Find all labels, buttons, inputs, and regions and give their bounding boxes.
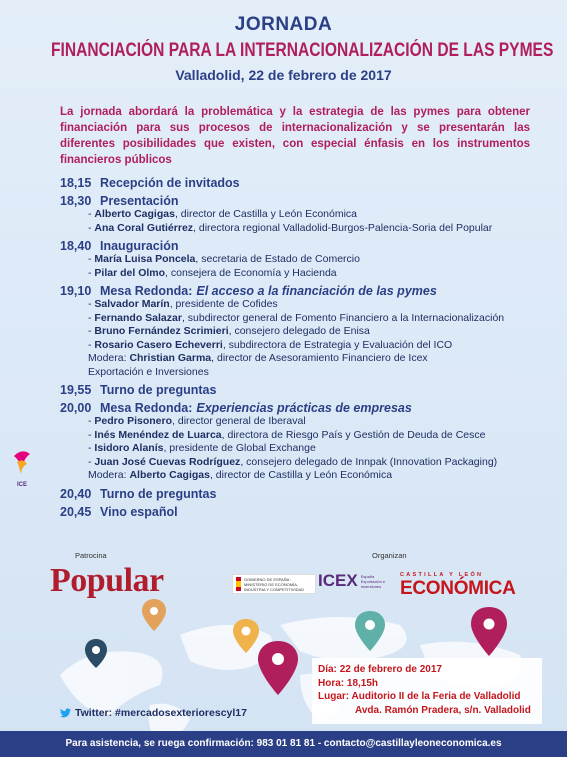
agenda-title: Mesa Redonda: [100, 284, 193, 298]
agenda-block [60, 239, 550, 280]
speaker-item: - Ana Coral Gutiérrez, directora regional Valladolid-Burgos-Palencia-Soria del Popular [88, 221, 493, 234]
speaker-item: - Rosario Casero Echeverri, subdirectora de Estrategia y Evaluación del ICO [88, 338, 453, 351]
icex-mark: ICEX [318, 571, 358, 590]
agenda-block [60, 401, 550, 483]
speaker-item: - Fernando Salazar, subdirector general de Fomento Financiero a la Internacionalización [88, 311, 505, 324]
speaker-role: , secretaria de Estado de Comercio [195, 253, 360, 265]
speaker-name: Inés Menéndez de Luarca [94, 428, 222, 441]
speaker-item: - Inés Menéndez de Luarca, directora de Riesgo País y Gestión de Deuda de Cesce [88, 428, 486, 441]
info-time-value: 18,15h [346, 677, 379, 689]
speaker-item: - Juan José Cuevas Rodríguez, consejero delegado de Innpak (Innovation Packaging) [88, 455, 498, 468]
speaker-role: , director general de Iberaval [172, 415, 306, 427]
agenda-title: Recepción de invitados [100, 176, 240, 190]
agenda-title: Mesa Redonda: [100, 401, 193, 415]
spain-flag-icon [236, 577, 241, 591]
info-date-value: 22 de febrero de 2017 [339, 664, 442, 675]
moderator-role-cont: Exportación e Inversiones [88, 365, 209, 378]
popular-logo: Popular [50, 562, 164, 599]
info-time-row [318, 677, 536, 691]
speaker-name: Pilar del Olmo [94, 266, 166, 279]
gobierno-text: GOBIERNO DE ESPAÑA · MINISTERIO DE ECONOMÍA, INDUSTRIA Y COMPETITIVIDAD [243, 576, 305, 592]
moderator-prefix: Modera: [88, 352, 130, 364]
speaker-name: Bruno Fernández Scrimieri [94, 325, 229, 337]
speaker-name: Pedro Pisonero [94, 415, 173, 427]
speaker-name: Fernando Salazar [94, 311, 182, 324]
speaker-item: - Bruno Fernández Scrimieri, consejero delegado de Enisa [88, 325, 370, 337]
moderator-prefix: Modera: [88, 469, 130, 481]
agenda-row [60, 176, 550, 190]
patrocina-label: Patrocina [75, 551, 107, 560]
agenda-row [60, 401, 550, 415]
side-logo-text: ICE [16, 482, 28, 488]
side-logo-icon [11, 446, 33, 494]
info-date-label: Día: [318, 664, 337, 675]
agenda-time: 20,45 [60, 504, 92, 519]
info-place-label: Lugar: [318, 691, 350, 702]
speaker-item: - Pilar del Olmo, consejera de Economía y Hacienda [88, 266, 337, 279]
event-date: Valladolid, 22 de febrero de 2017 [175, 67, 392, 83]
agenda-row [60, 239, 550, 253]
speaker-item: - María Luisa Poncela, secretaria de Estado de Comercio [88, 253, 360, 265]
intro-paragraph: La jornada abordará la problemática y la estrategia de las pymes para obtener financiación para sus procesos de internacionalización y se presentarán las diferentes posibilidades que existen, con especial énfasis en los instrumentos financieros públicos [60, 106, 530, 166]
info-address: Avda. Ramón Pradera, s/n. Valladolid [355, 704, 531, 716]
moderator-name: Alberto Cagigas [129, 469, 210, 481]
speaker-name: Rosario Casero Echeverri [94, 338, 223, 351]
agenda-block [60, 487, 550, 501]
agenda-subtitle: Experiencias prácticas de empresas [196, 401, 412, 415]
speaker-item: - Pedro Pisonero, director general de Iberaval [88, 415, 306, 427]
icex-subtitle: España Exportación e Inversiones [360, 573, 386, 589]
ce-top-text: CASTILLA Y LEÓN [400, 572, 484, 578]
agenda-time: 19,55 [60, 383, 92, 397]
agenda-title: Presentación [100, 194, 179, 208]
speaker-role: , subdirector general de Fomento Financiero a la Internacionalización [181, 311, 505, 324]
speaker-name: Isidoro Alanís [94, 442, 164, 454]
info-time-label: Hora: [318, 677, 345, 689]
agenda-row [60, 505, 550, 519]
agenda-title: Turno de preguntas [100, 383, 217, 397]
agenda-time: 18,40 [60, 239, 92, 253]
gobierno-logo [232, 574, 316, 594]
moderator-line [88, 352, 550, 366]
twitter-icon [60, 708, 71, 718]
moderator-role: , director de Castilla y León Económica [209, 469, 393, 481]
speaker-item: - Alberto Cagigas, director de Castilla y León Económica [88, 208, 358, 220]
speaker-role: , directora de Riesgo País y Gestión de Deuda de Cesce [221, 428, 486, 441]
agenda-title: Vino español [100, 504, 178, 519]
agenda-row [60, 487, 550, 501]
agenda-subtitle: El acceso a la financiación de las pymes [196, 284, 437, 298]
info-place-row [318, 690, 536, 704]
agenda-title: Inauguración [100, 239, 179, 253]
speaker-name: Salvador Marín [94, 298, 170, 310]
speaker-role: , presidente de Cofides [169, 298, 278, 310]
speaker-role: , presidente de Global Exchange [163, 442, 316, 454]
event-title: FINANCIACIÓN PARA LA INTERNACIONALIZACIÓN DE LAS PYMES [51, 40, 554, 61]
agenda-block [60, 383, 550, 397]
speaker-role: , director de Castilla y León Económica [174, 208, 358, 220]
agenda-time: 18,15 [60, 176, 92, 190]
twitter-line[interactable] [60, 707, 247, 719]
info-date-row [318, 663, 536, 677]
speaker-name: Alberto Cagigas [94, 208, 175, 220]
speaker-role: , consejera de Economía y Hacienda [165, 266, 337, 279]
organizan-label: Organizan [372, 551, 407, 560]
speaker-item: - Isidoro Alanís, presidente de Global Exchange [88, 442, 316, 454]
moderator-name: Christian Garma [129, 352, 212, 364]
agenda [60, 176, 550, 523]
header [0, 14, 567, 83]
moderator-role: , director de Asesoramiento Financiero de Icex [211, 352, 428, 364]
speaker-role: , directora regional Valladolid-Burgos-Palencia-Soria del Popular [193, 221, 493, 234]
agenda-block [60, 284, 550, 379]
agenda-row [60, 383, 550, 397]
speaker-role: , consejero delegado de Enisa [228, 325, 370, 337]
icex-logo [318, 571, 391, 591]
agenda-time: 18,30 [60, 194, 92, 208]
agenda-title: Turno de preguntas [100, 486, 217, 501]
agenda-time: 19,10 [60, 284, 92, 298]
speaker-item: - Salvador Marín, presidente de Cofides [88, 298, 278, 310]
agenda-block [60, 194, 550, 235]
speaker-name: Juan José Cuevas Rodríguez [94, 455, 241, 468]
speaker-name: Ana Coral Gutiérrez [94, 221, 194, 234]
twitter-hashtag: Twitter: #mercadosexteriorescyl17 [75, 707, 247, 719]
agenda-row [60, 284, 550, 298]
speaker-role: , consejero delegado de Innpak (Innovation Packaging) [240, 455, 498, 468]
ce-bottom-text: ECONÓMICA [400, 578, 516, 599]
event-info-box [312, 658, 542, 724]
footer-contact: Para asistencia, se ruega confirmación: 983 01 81 81 - contacto@castillayleoneconomica.es [65, 738, 502, 749]
agenda-time: 20,00 [60, 401, 92, 415]
speaker-role: , subdirectora de Estrategia y Evaluación del ICO [222, 338, 453, 351]
agenda-time: 20,40 [60, 486, 92, 501]
event-kicker: JORNADA [234, 14, 333, 35]
agenda-block [60, 505, 550, 519]
agenda-block [60, 176, 550, 190]
moderator-line [88, 469, 550, 483]
info-place-value: Auditorio II de la Feria de Valladolid [351, 691, 521, 702]
agenda-row [60, 194, 550, 208]
speaker-name: María Luisa Poncela [94, 253, 196, 265]
